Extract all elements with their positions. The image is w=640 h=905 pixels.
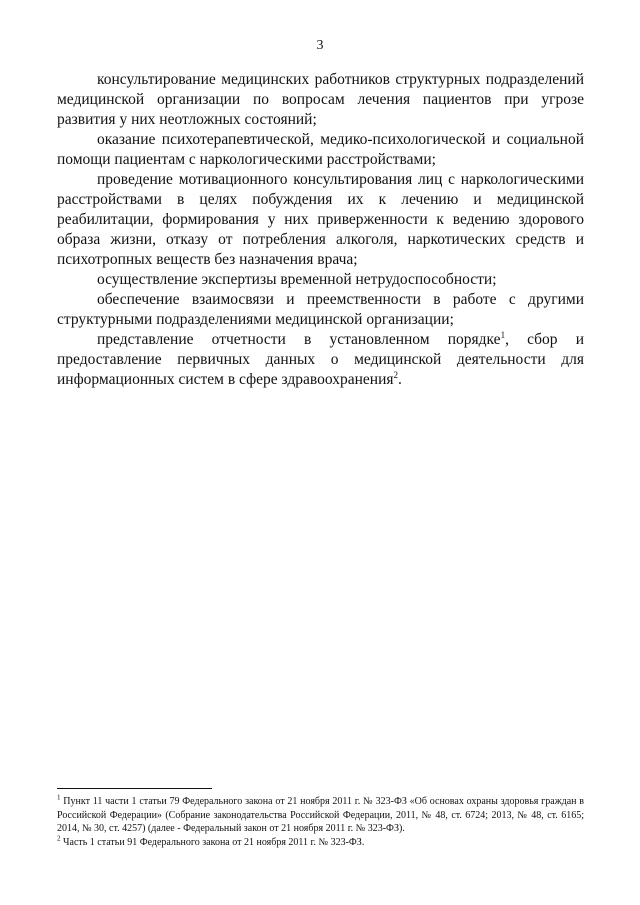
- paragraph-psychotherapy: оказание психотерапевтической, медико-психологической и социальной помощи пациентам с наркологическими расстройствами;: [57, 131, 584, 168]
- paragraph-reporting: [57, 330, 584, 390]
- footnote-1-text: Пункт 11 части 1 статьи 79 Федерального закона от 21 ноября 2011 г. № 323-ФЗ «Об основах охраны здоровья граждан в Российской Федерации» (Собрание законодательства Российской Федерации, 2011, № 48, ст. 6724; 2013, № 48, ст. 6165; 2014, № 30, ст. 4257) (далее - Федеральный закон от 21 ноября 2011 г. № 323-ФЗ).: [57, 796, 584, 834]
- footnotes: [57, 795, 584, 849]
- paragraph-consulting: консультирование медицинских работников структурных подразделений медицинской организации по вопросам лечения пациентов при угрозе развития у них неотложных состояний;: [57, 71, 584, 128]
- footnote-1-mark: 1: [57, 793, 61, 802]
- page-number: 3: [316, 38, 324, 53]
- paragraph-interaction: обеспечение взаимосвязи и преемственности в работе с другими структурными подразделениями медицинской организации;: [57, 291, 584, 328]
- footnote-ref-2: 2: [393, 369, 398, 380]
- footnote-1: [57, 795, 584, 836]
- footnote-2-text: Часть 1 статьи 91 Федерального закона от 21 ноября 2011 г. № 323-ФЗ.: [60, 836, 365, 848]
- reporting-text-part1: представление отчетности в установленном порядке: [97, 331, 501, 348]
- reporting-text-part2: , сбор и предоставление первичных данных о медицинской деятельности для информационных систем в сфере здравоохранения: [57, 331, 584, 388]
- footnote-2-mark: 2: [57, 834, 61, 843]
- paragraph-disability-expertise: осуществление экспертизы временной нетрудоспособности;: [97, 271, 497, 288]
- paragraph-motivational-counseling: проведение мотивационного консультирования лиц с наркологическими расстройствами в целях побуждения их к лечению и медицинской реабилитации, формирования у них приверженности к ведению здорового образа жизни, отказу от потребления алкоголя, наркотических средств и психотропных веществ без назначения врача;: [57, 171, 584, 268]
- footnote-ref-1: 1: [500, 329, 506, 340]
- footnote-divider: [57, 788, 212, 789]
- footnote-2: [57, 836, 584, 850]
- body-text: [57, 70, 584, 390]
- reporting-text-part3: .: [398, 371, 402, 388]
